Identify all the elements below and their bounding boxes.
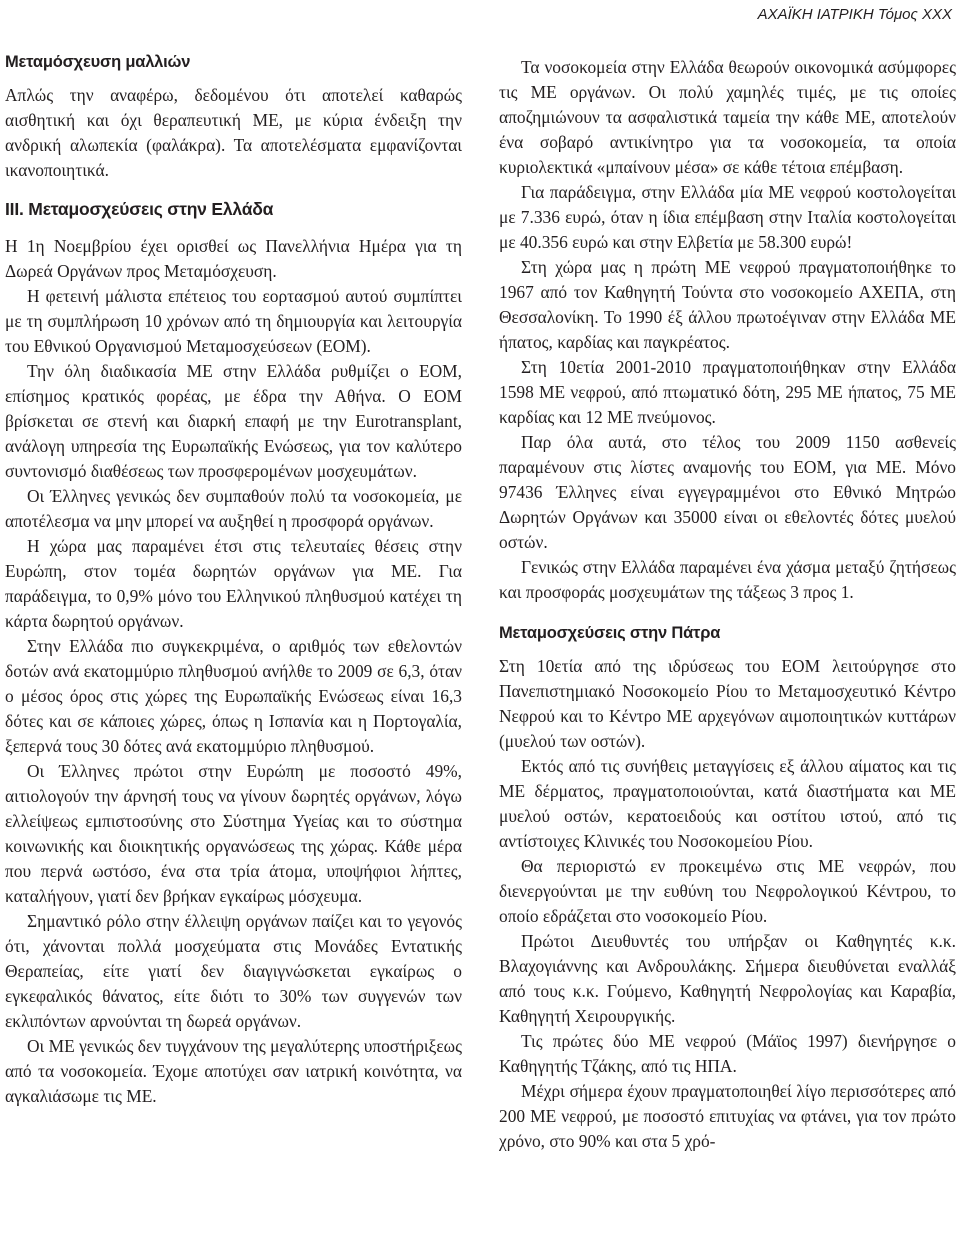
paragraph: Για παράδειγμα, στην Ελλάδα μία ΜΕ νεφρού κοστολογείται με 7.336 ευρώ, όταν η ίδια επέμβαση στην Ιταλία κοστολογείται με 40.356 ευρώ και στην Ελβετία με 58.300 ευρώ! <box>499 182 956 252</box>
paragraph: Μέχρι σήμερα έχουν πραγματοποιηθεί λίγο περισσότερες από 200 ΜΕ νεφρού, με ποσοστό επιτυχίας να φτάνει, για τον πρώτο χρόνο, στο 90% και στα 5 χρό- <box>499 1081 956 1151</box>
paragraph: Στην Ελλάδα πιο συγκεκριμένα, ο αριθμός των εθελοντών δοτών ανά εκατομμύριο πληθυσμού ανήλθε το 2009 σε 6,3, όταν ο μέσος όρος στις χώρες της Ευρωπαϊκής Ενώσεως είναι 16,3 δότες και σε κάποιες χώρες, όπως η Ισπανία και η Πορτογαλία, ξεπερνά τους 30 δότες ανά εκατομμύριο πληθυσμού. <box>5 636 462 756</box>
section-heading-patras: Μεταμοσχεύσεις στην Πάτρα <box>499 624 721 642</box>
paragraph: Στη 10ετία 2001-2010 πραγματοποιήθηκαν στην Ελλάδα 1598 ΜΕ νεφρού, από πτωματικό δότη, 295 ΜΕ ήπατος, 75 ΜΕ καρδίας και 12 ΜΕ πνεύμονος. <box>499 357 956 427</box>
paragraph: Την όλη διαδικασία ΜΕ στην Ελλάδα ρυθμίζει ο ΕΟΜ, επίσημος κρατικός φορέας, με έδρα την Αθήνα. Ο ΕΟΜ βρίσκεται σε στενή και διαρκή επαφή με την Eurotransplant, ανάλογη υπηρεσία της Ευρωπαϊκής Ενώσεως, για τον καλύτερο συντονισμό διαθέσεως των προσφερομένων μοσχευμάτων. <box>5 361 462 481</box>
paragraph: Εκτός από τις συνήθεις μεταγγίσεις εξ άλλου αίματος και τις ΜΕ δέρματος, πραγματοποιούνται, κατά διαστήματα και ΜΕ μυελού οστών, κερατοειδούς και οστίτου ιστού, από τις αντίστοιχες Κλινικές του Νοσοκομείου Ρίου. <box>499 756 956 851</box>
paragraph: Γενικώς στην Ελλάδα παραμένει ένα χάσμα μεταξύ ζητήσεως και προσφοράς μοσχευμάτων της τάξεως 3 προς 1. <box>499 557 956 602</box>
left-column <box>5 50 462 1109</box>
paragraph: Θα περιοριστώ εν προκειμένω στις ΜΕ νεφρών, που διενεργούνται με την ευθύνη του Νεφρολογικού Κέντρου, το οποίο εδράζεται στο νοσοκομείο Ρίου. <box>499 856 956 926</box>
paragraph: Στη χώρα μας η πρώτη ΜΕ νεφρού πραγματοποιήθηκε το 1967 από τον Καθηγητή Τούντα στο νοσοκομείο ΑΧΕΠΑ, στη Θεσσαλονίκη. Το 1990 έξ άλλου πρωτοέγιναν στην Ελλάδα ΜΕ ήπατος, καρδίας και παγκρέατος. <box>499 257 956 352</box>
paragraph: Τα νοσοκομεία στην Ελλάδα θεωρούν οικονομικά ασύμφορες τις ΜΕ οργάνων. Οι πολύ χαμηλές τιμές, με τις οποίες αποζημιώνουν τα ασφαλιστικά ταμεία την κάθε ΜΕ, αποτελούν ένα σοβαρό αντικίνητρο για τα νοσοκομεία, τα οποία κυριολεκτικά «μπαίνουν μέσα» σε κάθε τέτοια επέμβαση. <box>499 57 956 177</box>
paragraph: Στη 10ετία από της ιδρύσεως του ΕΟΜ λειτούργησε στο Πανεπιστημιακό Νοσοκομείο Ρίου το Μεταμοσχευτικό Κέντρο Νεφρού και το Κέντρο ΜΕ αρχεγόνων αιμοποιητικών κυττάρων (μυελού των οστών). <box>499 656 956 751</box>
paragraph: Πρώτοι Διευθυντές του υπήρξαν οι Καθηγητές κ.κ. Βλαχογιάννης και Ανδρουλάκης. Σήμερα διευθύνεται εναλλάξ από τους κ.κ. Γούμενο, Καθηγητή Νεφρολογίας και Καραβία, Καθηγητή Χειρουργικής. <box>499 931 956 1026</box>
paragraph: Απλώς την αναφέρω, δεδομένου ότι αποτελεί καθαρώς αισθητική και όχι θεραπευτική ΜΕ, με κύρια ένδειξη την ανδρική αλωπεκία (φαλάκρα). Τα αποτελέσματα εμφανίζονται ικανοποιητικά. <box>5 85 462 180</box>
section-heading-hair-transplant: Μεταμόσχευση μαλλιών <box>5 53 191 71</box>
paragraph: Οι Έλληνες γενικώς δεν συμπαθούν πολύ τα νοσοκομεία, με αποτέλεσμα να μην μπορεί να αυξηθεί η προσφορά οργάνων. <box>5 486 462 531</box>
paragraph: Παρ όλα αυτά, στο τέλος του 2009 1150 ασθενείς παραμένουν στις λίστες αναμονής του ΕΟΜ, για ΜΕ. Μόνο 97436 Έλληνες είναι εγγεγραμμένοι στο Εθνικό Μητρώο Δωρητών Οργάνων και 35000 είναι οι εθελοντές δότες μυελού οστών. <box>499 432 956 552</box>
paragraph: Οι ΜΕ γενικώς δεν τυγχάνουν της μεγαλύτερης υποστήριξεως από τα νοσοκομεία. Έχομε αποτύχει σαν ιατρική κοινότητα, να αγκαλιάσωμε τις ΜΕ. <box>5 1036 462 1106</box>
right-column <box>499 55 956 1154</box>
paragraph: Η 1η Νοεμβρίου έχει ορισθεί ως Πανελλήνια Ημέρα για τη Δωρεά Οργάνων προς Μεταμόσχευση. <box>5 236 462 281</box>
paragraph: Η χώρα μας παραμένει έτσι στις τελευταίες θέσεις στην Ευρώπη, στον τομέα δωρητών οργάνων για ΜΕ. Για παράδειγμα, το 0,9% μόνο του Ελληνικού πληθυσμού κατέχει τη κάρτα δωρητού οργάνων. <box>5 536 462 631</box>
paragraph: Οι Έλληνες πρώτοι στην Ευρώπη με ποσοστό 49%, αιτιολογούν την άρνησή τους να γίνουν δωρητές οργάνων, λόγω ελλείψεως εμπιστοσύνης στο Σύστημα Υγείας και το σύστημα κοινωνικής και διοικητικής οργανώσεως της χώρας. Κάθε μέρα που περνά ωστόσο, ένα στα τρία άτομα, υποψήφιοι λήπτες, καταλήγουν, γιατί δεν βρήκαν εγκαίρως μόσχευμα. <box>5 761 462 906</box>
paragraph: Τις πρώτες δύο ΜΕ νεφρού (Μάϊος 1997) διενήργησε ο Καθηγητής Τζάκης, από τις ΗΠΑ. <box>499 1031 956 1076</box>
paragraph: Η φετεινή μάλιστα επέτειος του εορτασμού αυτού συμπίπτει με τη συμπλήρωση 10 χρόνων από τη δημιουργία και λειτουργία του Εθνικού Οργανισμού Μεταμοσχεύσεων (ΕΟΜ). <box>5 286 462 356</box>
running-head: ΑΧΑΪΚΗ ΙΑΤΡΙΚΗ Τόμος XXX <box>757 6 952 23</box>
paragraph: Σημαντικό ρόλο στην έλλειψη οργάνων παίζει και το γεγονός ότι, χάνονται πολλά μοσχεύματα στις Μονάδες Εντατικής Θεραπείας, είτε γιατί δεν διαγιγνώσκεται εγκαίρως ο εγκεφαλικός θάνατος, είτε διότι το 30% των συγγενών των εκλιπόντων αρνούνται τη δωρεά οργάνων. <box>5 911 462 1031</box>
section-heading-greece: ΙΙΙ. Μεταμοσχεύσεις στην Ελλάδα <box>5 199 274 219</box>
